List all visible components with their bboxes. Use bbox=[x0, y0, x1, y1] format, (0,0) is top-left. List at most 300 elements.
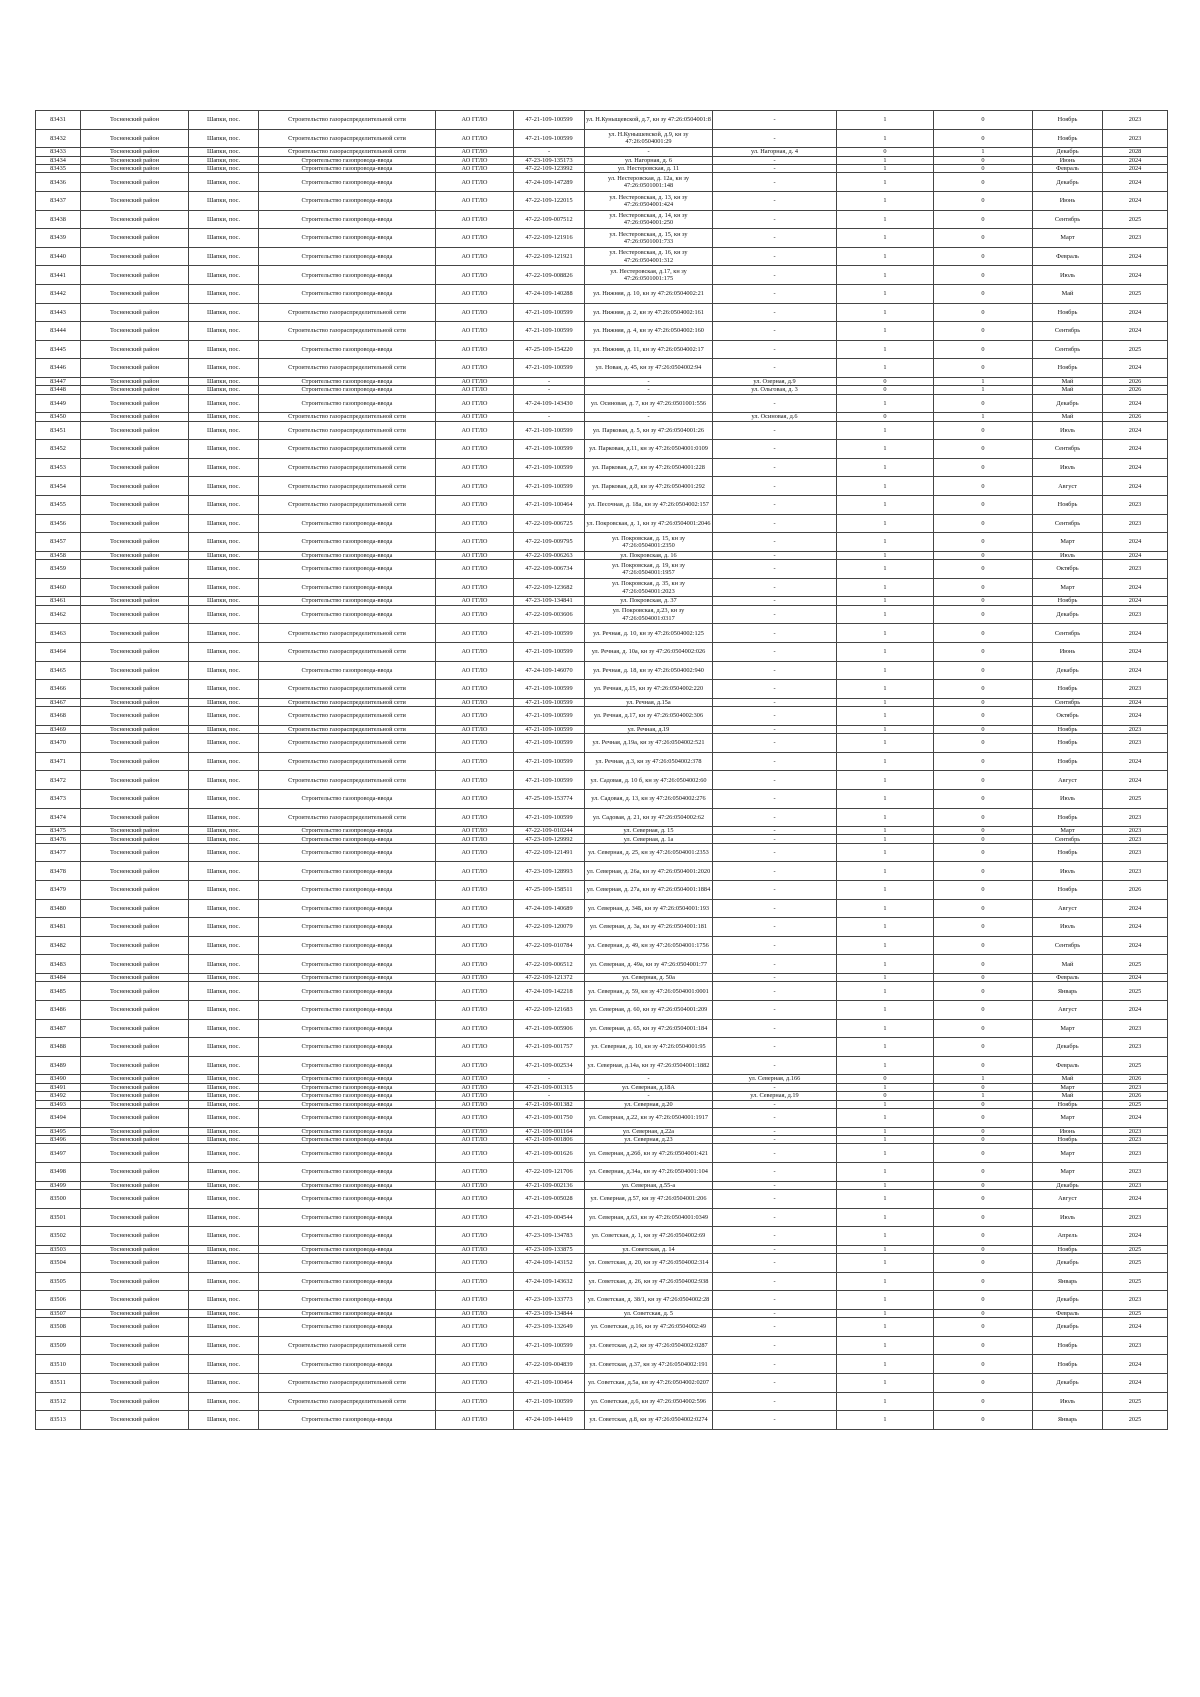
application-code-cell: 47-21-109-100599 bbox=[514, 698, 585, 706]
organization-cell: АО ГГЛО bbox=[436, 881, 514, 900]
month-cell: Сентябрь bbox=[1033, 340, 1103, 359]
count-planned-cell: 0 bbox=[934, 661, 1033, 680]
work-type-cell: Строительство газопровода-ввода bbox=[259, 164, 436, 172]
planned-address-cell: - bbox=[713, 1291, 837, 1310]
count-built-cell: 1 bbox=[837, 827, 934, 835]
row-number-cell: 83461 bbox=[36, 597, 81, 605]
year-cell: 2025 bbox=[1103, 789, 1168, 808]
year-cell: 2024 bbox=[1103, 1355, 1168, 1374]
district-cell: Тосненский район bbox=[81, 394, 189, 413]
table-row bbox=[36, 1056, 1168, 1075]
planned-address-cell: - bbox=[713, 1001, 837, 1020]
table-row bbox=[36, 284, 1168, 303]
table-row bbox=[36, 835, 1168, 843]
count-planned-cell: 0 bbox=[934, 843, 1033, 862]
district-cell: Тосненский район bbox=[81, 1019, 189, 1038]
row-number-cell: 83480 bbox=[36, 899, 81, 918]
district-cell: Тосненский район bbox=[81, 1181, 189, 1189]
district-cell: Тосненский район bbox=[81, 1038, 189, 1057]
row-number-cell: 83475 bbox=[36, 827, 81, 835]
district-cell: Тосненский район bbox=[81, 1309, 189, 1317]
application-code-cell: 47-21-109-005028 bbox=[514, 1189, 585, 1208]
organization-cell: АО ГГЛО bbox=[436, 340, 514, 359]
count-planned-cell: 0 bbox=[934, 1392, 1033, 1411]
count-planned-cell: 0 bbox=[934, 771, 1033, 790]
table-row bbox=[36, 164, 1168, 172]
count-built-cell: 1 bbox=[837, 707, 934, 726]
month-cell: Ноябрь bbox=[1033, 881, 1103, 900]
object-address-cell: ул. Парковая, д. 5, кн зу 47:26:0504001:26 bbox=[585, 421, 713, 440]
planned-address-cell: - bbox=[713, 1272, 837, 1291]
planned-address-cell: - bbox=[713, 191, 837, 210]
row-number-cell: 83506 bbox=[36, 1291, 81, 1310]
locality-cell: Шапки, пос. bbox=[189, 578, 259, 597]
locality-cell: Шапки, пос. bbox=[189, 440, 259, 459]
organization-cell: АО ГГЛО bbox=[436, 1038, 514, 1057]
month-cell: Февраль bbox=[1033, 1309, 1103, 1317]
work-type-cell: Строительство газораспределительной сети bbox=[259, 624, 436, 643]
planned-address-cell: - bbox=[713, 827, 837, 835]
row-number-cell: 83489 bbox=[36, 1056, 81, 1075]
work-type-cell: Строительство газораспределительной сети bbox=[259, 111, 436, 130]
table-row bbox=[36, 918, 1168, 937]
planned-address-cell: - bbox=[713, 458, 837, 477]
count-built-cell: 1 bbox=[837, 164, 934, 172]
application-code-cell: - bbox=[514, 386, 585, 394]
district-cell: Тосненский район bbox=[81, 340, 189, 359]
organization-cell: АО ГГЛО bbox=[436, 661, 514, 680]
application-code-cell: 47-21-109-001806 bbox=[514, 1135, 585, 1143]
month-cell: Июль bbox=[1033, 789, 1103, 808]
row-number-cell: 83504 bbox=[36, 1254, 81, 1273]
count-built-cell: 1 bbox=[837, 661, 934, 680]
work-type-cell: Строительство газопровода-ввода bbox=[259, 173, 436, 192]
planned-address-cell: - bbox=[713, 698, 837, 706]
district-cell: Тосненский район bbox=[81, 1411, 189, 1430]
work-type-cell: Строительство газопровода-ввода bbox=[259, 1127, 436, 1135]
object-address-cell: ул. Северная, д. 10, кн зу 47:26:0504001:95 bbox=[585, 1038, 713, 1057]
district-cell: Тосненский район bbox=[81, 1318, 189, 1337]
year-cell: 2023 bbox=[1103, 1083, 1168, 1091]
table-row bbox=[36, 808, 1168, 827]
count-planned-cell: 0 bbox=[934, 1100, 1033, 1108]
count-planned-cell: 1 bbox=[934, 377, 1033, 385]
year-cell: 2023 bbox=[1103, 560, 1168, 579]
month-cell: Сентябрь bbox=[1033, 624, 1103, 643]
row-number-cell: 83471 bbox=[36, 752, 81, 771]
object-address-cell: ул. Садовая, д. 10 б, кн зу 47:26:0504002:60 bbox=[585, 771, 713, 790]
month-cell: Декабрь bbox=[1033, 1254, 1103, 1273]
count-built-cell: 1 bbox=[837, 1108, 934, 1127]
work-type-cell: Строительство газопровода-ввода bbox=[259, 578, 436, 597]
month-cell: Декабрь bbox=[1033, 661, 1103, 680]
planned-address-cell: - bbox=[713, 835, 837, 843]
work-type-cell: Строительство газопровода-ввода bbox=[259, 1245, 436, 1253]
organization-cell: АО ГГЛО bbox=[436, 1336, 514, 1355]
district-cell: Тосненский район bbox=[81, 955, 189, 974]
locality-cell: Шапки, пос. bbox=[189, 982, 259, 1001]
count-planned-cell: 0 bbox=[934, 322, 1033, 341]
object-address-cell: ул. Нестеровская, д. 14, кн зу 47:26:0504001:250 bbox=[585, 210, 713, 229]
object-address-cell: ул. Покровская, д. 15, кн зу 47:26:0504001:2350 bbox=[585, 533, 713, 552]
locality-cell: Шапки, пос. bbox=[189, 1083, 259, 1091]
count-planned-cell: 0 bbox=[934, 1318, 1033, 1337]
year-cell: 2025 bbox=[1103, 1392, 1168, 1411]
table-row bbox=[36, 936, 1168, 955]
count-built-cell: 1 bbox=[837, 642, 934, 661]
year-cell: 2025 bbox=[1103, 1245, 1168, 1253]
planned-address-cell: - bbox=[713, 680, 837, 699]
work-type-cell: Строительство газопровода-ввода bbox=[259, 560, 436, 579]
row-number-cell: 83512 bbox=[36, 1392, 81, 1411]
planned-address-cell: - bbox=[713, 1181, 837, 1189]
month-cell: Ноябрь bbox=[1033, 1336, 1103, 1355]
table-row bbox=[36, 899, 1168, 918]
object-address-cell: ул. Северная, д. 60, кн зу 47:26:0504001:209 bbox=[585, 1001, 713, 1020]
year-cell: 2025 bbox=[1103, 1309, 1168, 1317]
organization-cell: АО ГГЛО bbox=[436, 1189, 514, 1208]
table-row bbox=[36, 1254, 1168, 1273]
table-row bbox=[36, 129, 1168, 148]
count-built-cell: 1 bbox=[837, 752, 934, 771]
year-cell: 2024 bbox=[1103, 191, 1168, 210]
planned-address-cell: ул. Северная, д.166 bbox=[713, 1075, 837, 1083]
month-cell: Март bbox=[1033, 578, 1103, 597]
count-built-cell: 1 bbox=[837, 881, 934, 900]
locality-cell: Шапки, пос. bbox=[189, 421, 259, 440]
planned-address-cell: - bbox=[713, 899, 837, 918]
district-cell: Тосненский район bbox=[81, 111, 189, 130]
application-code-cell: 47-22-109-006734 bbox=[514, 560, 585, 579]
district-cell: Тосненский район bbox=[81, 642, 189, 661]
month-cell: Август bbox=[1033, 1189, 1103, 1208]
count-planned-cell: 0 bbox=[934, 707, 1033, 726]
work-type-cell: Строительство газораспределительной сети bbox=[259, 129, 436, 148]
count-planned-cell: 0 bbox=[934, 752, 1033, 771]
table-row bbox=[36, 560, 1168, 579]
organization-cell: АО ГГЛО bbox=[436, 771, 514, 790]
work-type-cell: Строительство газопровода-ввода bbox=[259, 156, 436, 164]
application-code-cell: 47-22-109-122015 bbox=[514, 191, 585, 210]
count-built-cell: 1 bbox=[837, 303, 934, 322]
count-planned-cell: 0 bbox=[934, 1245, 1033, 1253]
year-cell: 2028 bbox=[1103, 148, 1168, 156]
count-planned-cell: 0 bbox=[934, 881, 1033, 900]
locality-cell: Шапки, пос. bbox=[189, 843, 259, 862]
row-number-cell: 83493 bbox=[36, 1100, 81, 1108]
locality-cell: Шапки, пос. bbox=[189, 210, 259, 229]
month-cell: Февраль bbox=[1033, 164, 1103, 172]
table-row bbox=[36, 843, 1168, 862]
organization-cell: АО ГГЛО bbox=[436, 560, 514, 579]
object-address-cell: ул. Осиновая, д. 7, кн зу 47:26:0501001:556 bbox=[585, 394, 713, 413]
count-built-cell: 1 bbox=[837, 808, 934, 827]
district-cell: Тосненский район bbox=[81, 1355, 189, 1374]
object-address-cell: ул. Речная, д.3, кн зу 47:26:0504002:378 bbox=[585, 752, 713, 771]
district-cell: Тосненский район bbox=[81, 1127, 189, 1135]
work-type-cell: Строительство газопровода-ввода bbox=[259, 1056, 436, 1075]
year-cell: 2024 bbox=[1103, 421, 1168, 440]
object-address-cell: ул. Северная, д.55-а bbox=[585, 1181, 713, 1189]
district-cell: Тосненский район bbox=[81, 1245, 189, 1253]
planned-address-cell: - bbox=[713, 918, 837, 937]
table-row bbox=[36, 303, 1168, 322]
row-number-cell: 83482 bbox=[36, 936, 81, 955]
planned-address-cell: - bbox=[713, 936, 837, 955]
count-built-cell: 1 bbox=[837, 1135, 934, 1143]
month-cell: Декабрь bbox=[1033, 148, 1103, 156]
month-cell: Февраль bbox=[1033, 974, 1103, 982]
month-cell: Ноябрь bbox=[1033, 734, 1103, 753]
row-number-cell: 83454 bbox=[36, 477, 81, 496]
count-built-cell: 1 bbox=[837, 1083, 934, 1091]
year-cell: 2023 bbox=[1103, 129, 1168, 148]
row-number-cell: 83451 bbox=[36, 421, 81, 440]
month-cell: Май bbox=[1033, 284, 1103, 303]
planned-address-cell: - bbox=[713, 1374, 837, 1393]
object-address-cell: ул. Советская, д.5а, кн зу 47:26:0504002:0207 bbox=[585, 1374, 713, 1393]
count-built-cell: 1 bbox=[837, 974, 934, 982]
count-built-cell: 0 bbox=[837, 148, 934, 156]
month-cell: Июнь bbox=[1033, 191, 1103, 210]
locality-cell: Шапки, пос. bbox=[189, 229, 259, 248]
application-code-cell: 47-22-109-121916 bbox=[514, 229, 585, 248]
count-planned-cell: 0 bbox=[934, 1208, 1033, 1227]
object-address-cell: ул. Советская, д. 5 bbox=[585, 1309, 713, 1317]
organization-cell: АО ГГЛО bbox=[436, 458, 514, 477]
month-cell: Август bbox=[1033, 477, 1103, 496]
object-address-cell: ул. Северная, д. 3а, кн зу 47:26:0504001:181 bbox=[585, 918, 713, 937]
year-cell: 2025 bbox=[1103, 982, 1168, 1001]
count-built-cell: 1 bbox=[837, 789, 934, 808]
work-type-cell: Строительство газопровода-ввода bbox=[259, 789, 436, 808]
planned-address-cell: - bbox=[713, 771, 837, 790]
planned-address-cell: ул. Осиновая, д.6 bbox=[713, 413, 837, 421]
organization-cell: АО ГГЛО bbox=[436, 1309, 514, 1317]
application-code-cell: - bbox=[514, 1092, 585, 1100]
table-row bbox=[36, 477, 1168, 496]
count-planned-cell: 0 bbox=[934, 734, 1033, 753]
year-cell: 2024 bbox=[1103, 1374, 1168, 1393]
table-row bbox=[36, 1318, 1168, 1337]
application-code-cell: 47-24-109-140288 bbox=[514, 284, 585, 303]
district-cell: Тосненский район bbox=[81, 899, 189, 918]
month-cell: Март bbox=[1033, 1108, 1103, 1127]
table-row bbox=[36, 1208, 1168, 1227]
application-code-cell: 47-25-109-153774 bbox=[514, 789, 585, 808]
month-cell: Июль bbox=[1033, 421, 1103, 440]
year-cell: 2024 bbox=[1103, 698, 1168, 706]
district-cell: Тосненский район bbox=[81, 386, 189, 394]
row-number-cell: 83476 bbox=[36, 835, 81, 843]
locality-cell: Шапки, пос. bbox=[189, 266, 259, 285]
district-cell: Тосненский район bbox=[81, 164, 189, 172]
month-cell: Ноябрь bbox=[1033, 597, 1103, 605]
application-code-cell: 47-21-109-001757 bbox=[514, 1038, 585, 1057]
year-cell: 2024 bbox=[1103, 440, 1168, 459]
row-number-cell: 83436 bbox=[36, 173, 81, 192]
planned-address-cell: - bbox=[713, 1227, 837, 1246]
district-cell: Тосненский район bbox=[81, 1144, 189, 1163]
planned-address-cell: - bbox=[713, 1392, 837, 1411]
district-cell: Тосненский район bbox=[81, 1075, 189, 1083]
application-code-cell: 47-24-109-142218 bbox=[514, 982, 585, 1001]
count-planned-cell: 0 bbox=[934, 173, 1033, 192]
district-cell: Тосненский район bbox=[81, 661, 189, 680]
month-cell: Январь bbox=[1033, 1411, 1103, 1430]
count-planned-cell: 0 bbox=[934, 1189, 1033, 1208]
object-address-cell: ул. Покровская, д. 37 bbox=[585, 597, 713, 605]
locality-cell: Шапки, пос. bbox=[189, 1001, 259, 1020]
count-planned-cell: 0 bbox=[934, 210, 1033, 229]
table-row bbox=[36, 1309, 1168, 1317]
object-address-cell: ул. Нестеровская, д. 16, кн зу 47:26:0504001:312 bbox=[585, 247, 713, 266]
district-cell: Тосненский район bbox=[81, 266, 189, 285]
year-cell: 2024 bbox=[1103, 624, 1168, 643]
planned-address-cell: - bbox=[713, 533, 837, 552]
count-planned-cell: 0 bbox=[934, 1309, 1033, 1317]
district-cell: Тосненский район bbox=[81, 359, 189, 378]
application-code-cell: 47-24-109-143632 bbox=[514, 1272, 585, 1291]
application-code-cell: 47-21-109-100599 bbox=[514, 624, 585, 643]
locality-cell: Шапки, пос. bbox=[189, 129, 259, 148]
work-type-cell: Строительство газопровода-ввода bbox=[259, 340, 436, 359]
locality-cell: Шапки, пос. bbox=[189, 835, 259, 843]
month-cell: Июль bbox=[1033, 551, 1103, 559]
row-number-cell: 83473 bbox=[36, 789, 81, 808]
object-address-cell: ул. Нестеровская, д. 11 bbox=[585, 164, 713, 172]
count-planned-cell: 0 bbox=[934, 725, 1033, 733]
month-cell: Ноябрь bbox=[1033, 1135, 1103, 1143]
count-planned-cell: 0 bbox=[934, 560, 1033, 579]
table-row bbox=[36, 1092, 1168, 1100]
count-built-cell: 1 bbox=[837, 514, 934, 533]
table-row bbox=[36, 413, 1168, 421]
table-row bbox=[36, 1144, 1168, 1163]
application-code-cell: 47-23-109-133875 bbox=[514, 1245, 585, 1253]
count-planned-cell: 0 bbox=[934, 835, 1033, 843]
row-number-cell: 83490 bbox=[36, 1075, 81, 1083]
planned-address-cell: - bbox=[713, 1309, 837, 1317]
table-row bbox=[36, 1181, 1168, 1189]
count-built-cell: 1 bbox=[837, 597, 934, 605]
application-code-cell: 47-21-109-100599 bbox=[514, 680, 585, 699]
work-type-cell: Строительство газопровода-ввода bbox=[259, 899, 436, 918]
district-cell: Тосненский район bbox=[81, 129, 189, 148]
application-code-cell: 47-22-109-121491 bbox=[514, 843, 585, 862]
count-built-cell: 1 bbox=[837, 1245, 934, 1253]
row-number-cell: 83469 bbox=[36, 725, 81, 733]
object-address-cell: ул. Советская, д.16, кн зу 47:26:0504002:49 bbox=[585, 1318, 713, 1337]
planned-address-cell: - bbox=[713, 1162, 837, 1181]
count-planned-cell: 0 bbox=[934, 156, 1033, 164]
month-cell: Октябрь bbox=[1033, 707, 1103, 726]
locality-cell: Шапки, пос. bbox=[189, 496, 259, 515]
row-number-cell: 83501 bbox=[36, 1208, 81, 1227]
organization-cell: АО ГГЛО bbox=[436, 1100, 514, 1108]
organization-cell: АО ГГЛО bbox=[436, 936, 514, 955]
organization-cell: АО ГГЛО bbox=[436, 1108, 514, 1127]
planned-address-cell: - bbox=[713, 955, 837, 974]
application-code-cell: 47-23-109-129992 bbox=[514, 835, 585, 843]
table-row bbox=[36, 1075, 1168, 1083]
locality-cell: Шапки, пос. bbox=[189, 1189, 259, 1208]
row-number-cell: 83440 bbox=[36, 247, 81, 266]
district-cell: Тосненский район bbox=[81, 440, 189, 459]
work-type-cell: Строительство газопровода-ввода bbox=[259, 843, 436, 862]
row-number-cell: 83497 bbox=[36, 1144, 81, 1163]
district-cell: Тосненский район bbox=[81, 725, 189, 733]
application-code-cell: 47-21-109-001626 bbox=[514, 1144, 585, 1163]
application-code-cell: 47-21-109-100599 bbox=[514, 725, 585, 733]
organization-cell: АО ГГЛО bbox=[436, 477, 514, 496]
planned-address-cell: - bbox=[713, 1245, 837, 1253]
gasification-schedule-table bbox=[35, 110, 1168, 1430]
object-address-cell: ул. Северная, д. 50а bbox=[585, 974, 713, 982]
count-planned-cell: 0 bbox=[934, 698, 1033, 706]
district-cell: Тосненский район bbox=[81, 1291, 189, 1310]
object-address-cell: ул. Речная, д. 10а, кн зу 47:26:0504002:026 bbox=[585, 642, 713, 661]
table-row bbox=[36, 394, 1168, 413]
object-address-cell: ул. Речная, д. 10, кн зу 47:26:0504002:125 bbox=[585, 624, 713, 643]
count-built-cell: 1 bbox=[837, 173, 934, 192]
locality-cell: Шапки, пос. bbox=[189, 1272, 259, 1291]
count-built-cell: 1 bbox=[837, 835, 934, 843]
application-code-cell: 47-24-109-146070 bbox=[514, 661, 585, 680]
organization-cell: АО ГГЛО bbox=[436, 421, 514, 440]
row-number-cell: 83483 bbox=[36, 955, 81, 974]
district-cell: Тосненский район bbox=[81, 827, 189, 835]
count-planned-cell: 0 bbox=[934, 1355, 1033, 1374]
year-cell: 2023 bbox=[1103, 734, 1168, 753]
count-planned-cell: 0 bbox=[934, 789, 1033, 808]
planned-address-cell: - bbox=[713, 578, 837, 597]
work-type-cell: Строительство газопровода-ввода bbox=[259, 191, 436, 210]
count-planned-cell: 0 bbox=[934, 1135, 1033, 1143]
object-address-cell: ул. Покровская, д. 1, кн зу 47:26:0504001:2046 bbox=[585, 514, 713, 533]
work-type-cell: Строительство газораспределительной сети bbox=[259, 322, 436, 341]
locality-cell: Шапки, пос. bbox=[189, 827, 259, 835]
count-built-cell: 1 bbox=[837, 496, 934, 515]
year-cell: 2025 bbox=[1103, 1411, 1168, 1430]
month-cell: Август bbox=[1033, 771, 1103, 790]
application-code-cell: - bbox=[514, 413, 585, 421]
year-cell: 2024 bbox=[1103, 394, 1168, 413]
row-number-cell: 83492 bbox=[36, 1092, 81, 1100]
row-number-cell: 83485 bbox=[36, 982, 81, 1001]
month-cell: Декабрь bbox=[1033, 1181, 1103, 1189]
month-cell: Май bbox=[1033, 377, 1103, 385]
table-row bbox=[36, 605, 1168, 624]
object-address-cell: ул. Советская, д. 38/1, кн зу 47:26:0504002:28 bbox=[585, 1291, 713, 1310]
count-built-cell: 1 bbox=[837, 156, 934, 164]
count-planned-cell: 0 bbox=[934, 551, 1033, 559]
month-cell: Июнь bbox=[1033, 642, 1103, 661]
planned-address-cell: - bbox=[713, 477, 837, 496]
planned-address-cell: - bbox=[713, 752, 837, 771]
planned-address-cell: - bbox=[713, 1189, 837, 1208]
organization-cell: АО ГГЛО bbox=[436, 111, 514, 130]
row-number-cell: 83462 bbox=[36, 605, 81, 624]
table-row bbox=[36, 514, 1168, 533]
table-row bbox=[36, 624, 1168, 643]
organization-cell: АО ГГЛО bbox=[436, 734, 514, 753]
application-code-cell: 47-21-109-001164 bbox=[514, 1127, 585, 1135]
year-cell: 2023 bbox=[1103, 835, 1168, 843]
object-address-cell: ул. Северная, д. 34Б, кн зу 47:26:0504001:193 bbox=[585, 899, 713, 918]
organization-cell: АО ГГЛО bbox=[436, 1075, 514, 1083]
locality-cell: Шапки, пос. bbox=[189, 698, 259, 706]
